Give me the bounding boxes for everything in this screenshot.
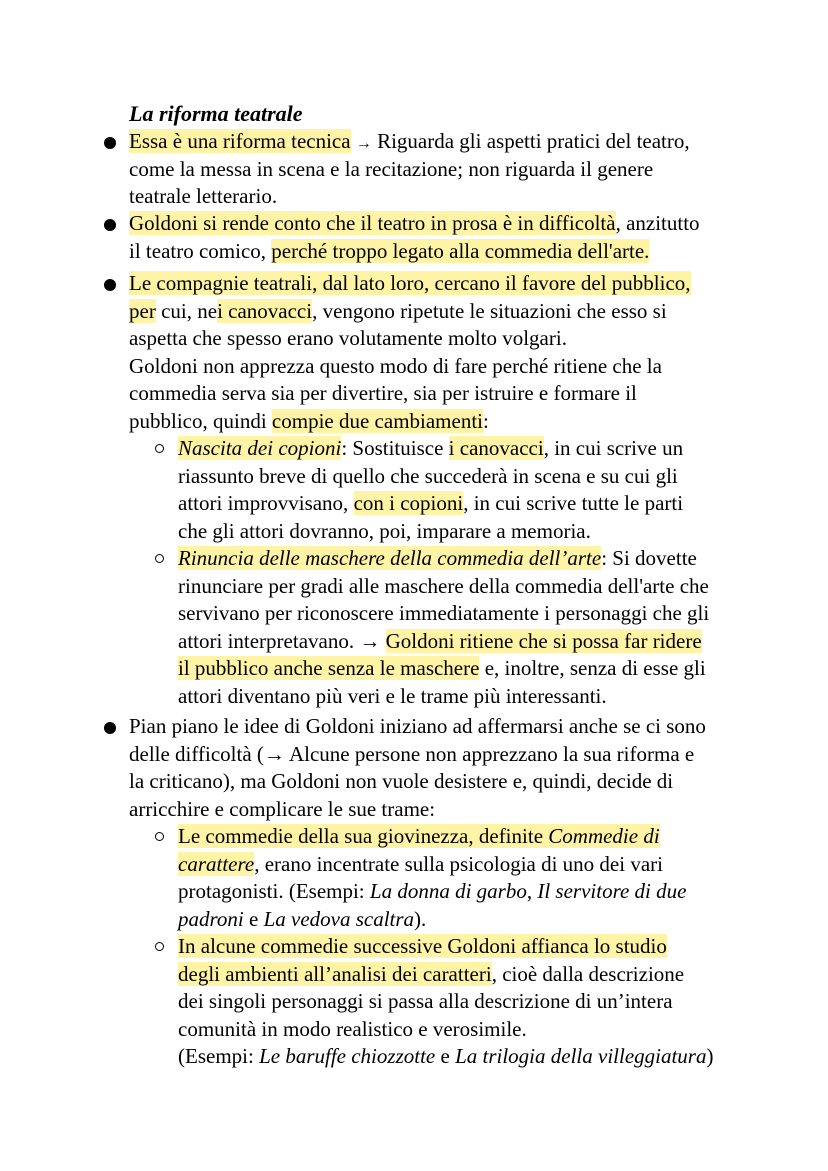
sub-bullet-maschere: Rinuncia delle maschere della commedia dell’arte: Si dovette rinunciare per gradi alle maschere della commedia dell'arte che servivano per riconoscere immediatamente i personaggi che gli attori interpretavano. → Goldoni ritiene che si possa far ridere il pubblico anche senza le maschere e, inoltre, senza di esse gli attori diventano più veri e le trame più interessanti. bbox=[178, 546, 710, 708]
sub-bullet-commedie-ambiente: In alcune commedie successive Goldoni affianca lo studio degli ambienti all’analisi dei caratteri, cioè dalla descrizione dei singoli personaggi si passa alla descrizione di un’intera comunità in modo realistico e verosimile. (Esempi: Le baruffe chiozzotte e La trilogia della villeggiatura) bbox=[178, 934, 714, 1068]
bullet-icon bbox=[104, 137, 116, 149]
arrow-icon: → bbox=[359, 628, 381, 653]
bullet-1: Essa è una riforma tecnica → Riguarda gli aspetti pratici del teatro, come la messa in scena e la recitazione; non riguarda il genere teatrale letterario. bbox=[129, 129, 690, 208]
sub-bullet-commedie-carattere: Le commedie della sua giovinezza, definite Commedie di carattere, erano incentrate sulla psicologia di uno dei vari protagonisti. (Esempi: La donna di garbo, Il servitore di due padroni e La vedova scaltra). bbox=[178, 824, 687, 931]
bullet-4: Pian piano le idee di Goldoni iniziano ad affermarsi anche se ci sono delle difficoltà (→ Alcune persone non apprezzano la sua riforma e la criticano), ma Goldoni non vuole desistere e, quindi, decide di arricchire e complicare le sue trame: bbox=[129, 714, 706, 821]
sub-bullet-icon bbox=[155, 942, 164, 951]
sub-bullet-icon bbox=[155, 444, 164, 453]
sub-bullet-icon bbox=[155, 832, 164, 841]
bullet-icon bbox=[104, 722, 116, 734]
bullet-2: Goldoni si rende conto che il teatro in prosa è in difficoltà, anzitutto il teatro comico, perché troppo legato alla commedia dell'arte. bbox=[129, 211, 700, 263]
arrow-icon: → bbox=[355, 135, 372, 152]
sub-bullet-copioni: Nascita dei copioni: Sostituisce i canovacci, in cui scrive un riassunto breve di quello che succederà in scena e su cui gli attori improvvisano, con i copioni, in cui scrive tutte le parti che gli attori dovranno, poi, imparare a memoria. bbox=[178, 436, 684, 543]
bullet-icon bbox=[104, 279, 116, 291]
section-title: La riforma teatrale bbox=[129, 101, 303, 126]
sub-bullet-icon bbox=[155, 554, 164, 563]
bullet-3: Le compagnie teatrali, dal lato loro, cercano il favore del pubblico, per cui, nei canovacci, vengono ripetute le situazioni che esso si aspetta che spesso erano volutamente molto volgari. Goldoni non apprezza questo modo di fare perché ritiene che la commedia serva sia per divertire, sia per istruire e formare il pubblico, quindi compie due cambiamenti: bbox=[129, 271, 691, 433]
bullet-icon bbox=[104, 219, 116, 231]
arrow-icon: → bbox=[263, 741, 285, 766]
